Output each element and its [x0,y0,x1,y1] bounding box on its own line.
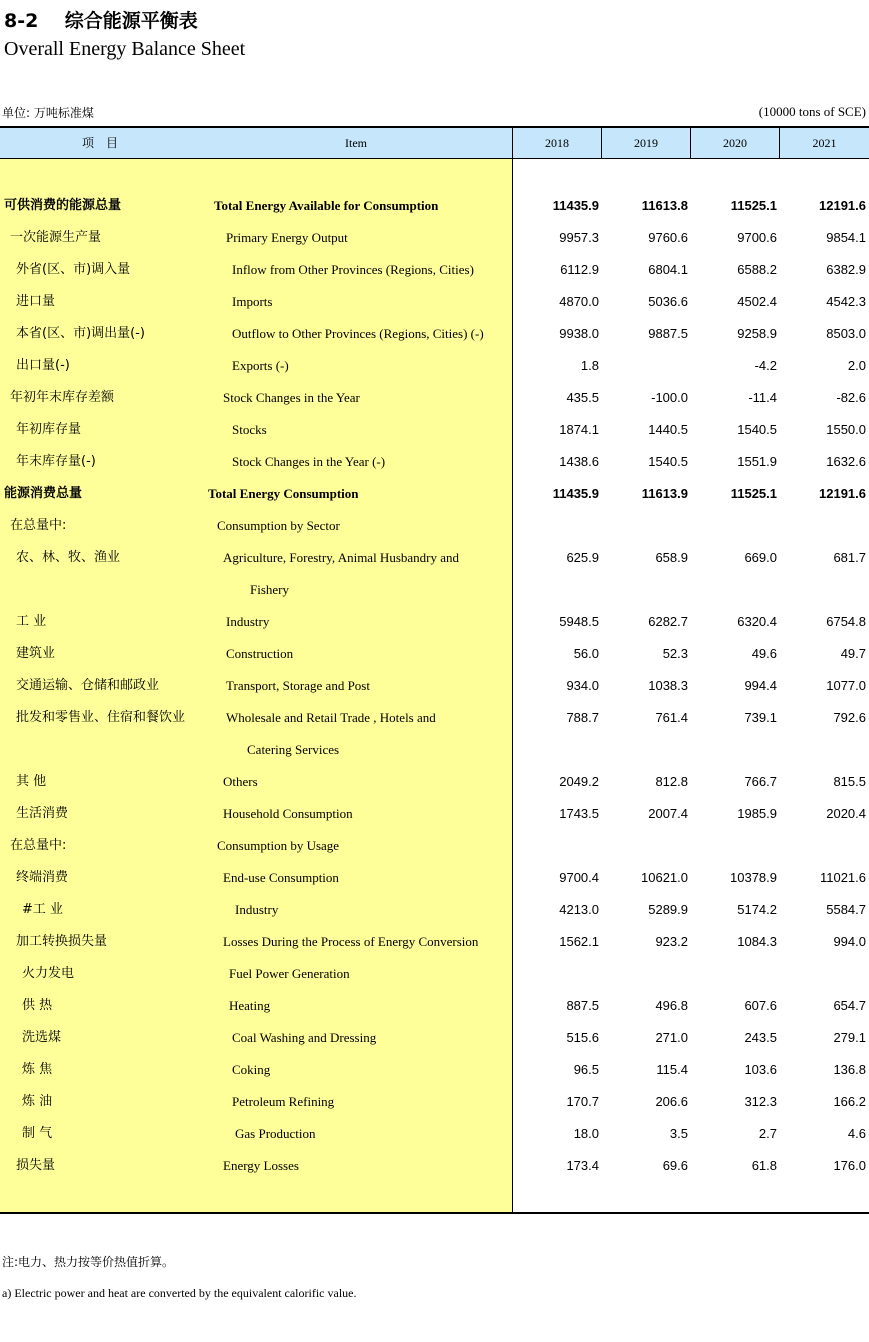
value-2018: 9700.4 [559,870,599,885]
value-2018: 1874.1 [559,422,599,437]
row-label-en: Fishery [250,582,289,597]
row-label-en: Energy Losses [223,1158,299,1173]
page-title-en: Overall Energy Balance Sheet [4,38,246,60]
row-label-en: Construction [226,646,294,661]
value-2018: 1.8 [580,358,599,373]
value-2019: 9887.5 [648,326,688,341]
row-label-zh: 终端消费 [16,870,69,885]
table-row [0,862,869,894]
value-2019: 6804.1 [648,262,688,277]
value-2021: 815.5 [833,774,866,789]
row-label-zh: 加工转换损失量 [16,934,108,949]
table-row [0,1054,869,1086]
table-header [0,128,869,159]
value-2020: 739.1 [744,710,777,725]
value-2018: 173.4 [566,1158,599,1173]
table-row [0,286,869,318]
value-2020: 312.3 [744,1094,777,1109]
value-2021: 6754.8 [826,614,866,629]
row-label-zh: #工 业 [22,902,64,917]
row-label-en: Fuel Power Generation [229,966,350,981]
table-row [0,382,869,414]
table-row [0,318,869,350]
table-row [0,542,869,574]
row-label-zh: 农、林、牧、渔业 [16,550,121,565]
value-2018: 96.5 [573,1062,599,1077]
row-label-en: Imports [232,294,273,309]
row-label-zh: 建筑业 [16,646,56,661]
value-2018: 11435.9 [552,198,599,213]
row-label-en: Outflow to Other Provinces (Regions, Cities) (-) [232,326,484,341]
row-label-en: Industry [235,902,279,917]
table-row [0,1150,869,1182]
value-2018: 5948.5 [559,614,599,629]
unit-label-en: (10000 tons of SCE) [758,104,866,119]
row-label-zh: 年初库存量 [16,422,82,437]
value-2021: 12191.6 [819,486,866,501]
value-2020: 243.5 [744,1030,777,1045]
table-row [0,254,869,286]
value-2019: 115.4 [656,1062,688,1077]
value-2019: 1540.5 [648,454,688,469]
table-row [0,734,869,766]
value-2018: 4213.0 [559,902,599,917]
value-2021: 9854.1 [826,230,866,245]
row-label-en: Inflow from Other Provinces (Regions, Cities) [232,262,474,277]
footnote-en: a) Electric power and heat are converted by the equivalent calorific value. [2,1286,357,1300]
value-2020: 1551.9 [737,454,777,469]
value-2021: 2020.4 [826,806,866,821]
value-2019: 6282.7 [648,614,688,629]
row-label-zh: 年初年末库存差额 [10,390,115,405]
row-label-en: Household Consumption [223,806,353,821]
row-label-zh: 本省(区、市)调出量(-) [16,326,145,341]
value-2018: 788.7 [566,710,599,725]
row-label-zh: 供 热 [22,998,53,1013]
value-2020: -11.4 [748,390,777,405]
row-label-zh: 火力发电 [22,966,75,981]
table-row [0,830,869,862]
page-title-zh [4,6,198,33]
table-row [0,414,869,446]
row-label-en: Stock Changes in the Year [223,390,360,405]
value-2020: 49.6 [751,646,777,661]
table-row [0,766,869,798]
value-2020: 5174.2 [737,902,777,917]
row-label-en: Losses During the Process of Energy Conversion [223,934,479,949]
value-2019: 11613.9 [641,486,688,501]
value-2018: 1562.1 [559,934,599,949]
header-item-zh: 项 目 [81,136,118,150]
value-2018: 18.0 [573,1126,599,1141]
table-row [0,606,869,638]
value-2019: 5036.6 [648,294,688,309]
value-2020: 1084.3 [737,934,777,949]
table-bottom-rule [0,1212,869,1214]
row-label-en: Transport, Storage and Post [226,678,370,693]
value-2019: 206.6 [655,1094,688,1109]
row-label-zh: 年末库存量(-) [16,454,96,469]
value-2018: 934.0 [566,678,599,693]
value-2021: 2.0 [847,358,866,373]
value-2018: 1743.5 [559,806,599,821]
value-2020: 9258.9 [737,326,777,341]
value-2021: 1077.0 [826,678,866,693]
header-year-2021: 2021 [812,136,837,150]
value-2018: 2049.2 [559,774,599,789]
value-2020: -4.2 [754,358,777,373]
table-row [0,1086,869,1118]
table-row [0,926,869,958]
value-2020: 4502.4 [737,294,777,309]
row-label-zh: 批发和零售业、住宿和餐饮业 [16,710,186,725]
table-row [0,894,869,926]
row-label-en: Primary Energy Output [226,230,348,245]
value-2019: 5289.9 [648,902,688,917]
value-2021: 994.0 [833,934,866,949]
value-2021: 176.0 [833,1158,866,1173]
value-2019: 2007.4 [648,806,688,821]
row-label-en: Coal Washing and Dressing [232,1030,377,1045]
row-label-en: Heating [229,998,271,1013]
value-2018: 435.5 [566,390,599,405]
row-label-en: Others [223,774,258,789]
value-2020: 2.7 [758,1126,777,1141]
value-2020: 61.8 [751,1158,777,1173]
value-2021: 279.1 [833,1030,866,1045]
row-label-zh: 炼 油 [22,1094,53,1109]
value-2020: 103.6 [744,1062,777,1077]
row-label-zh: 出口量(-) [16,358,70,373]
value-2019: 1038.3 [648,678,688,693]
table-row [0,350,869,382]
value-2018: 625.9 [566,550,599,565]
value-2020: 10378.9 [730,870,777,885]
value-2019: 658.9 [655,550,688,565]
value-2020: 9700.6 [737,230,777,245]
row-label-en: Total Energy Available for Consumption [214,198,439,213]
value-2020: 1540.5 [737,422,777,437]
value-2018: 9957.3 [559,230,599,245]
row-label-en: Consumption by Usage [217,838,340,853]
row-label-en: Coking [232,1062,271,1077]
value-2018: 170.7 [566,1094,599,1109]
value-2018: 9938.0 [559,326,599,341]
value-2020: 669.0 [744,550,777,565]
footnote-zh: 注:电力、热力按等价热值折算。 [2,1255,175,1269]
table-row [0,478,869,510]
row-label-zh: 能源消费总量 [4,486,83,501]
value-2019: 812.8 [655,774,688,789]
value-2021: 792.6 [833,710,866,725]
value-2021: 4542.3 [826,294,866,309]
table-row [0,702,869,734]
row-label-zh: 在总量中: [10,838,67,853]
value-2021: -82.6 [836,390,866,405]
table-row [0,958,869,990]
row-label-zh: 进口量 [16,294,56,309]
value-2021: 1550.0 [826,422,866,437]
row-label-en: Catering Services [247,742,340,757]
value-2019: 52.3 [662,646,688,661]
table-row [0,638,869,670]
table-row [0,1118,869,1150]
value-2018: 56.0 [573,646,599,661]
row-label-zh: 制 气 [22,1126,53,1141]
value-2020: 607.6 [744,998,777,1013]
value-2020: 6320.4 [737,614,777,629]
value-2018: 1438.6 [559,454,599,469]
header-year-2020: 2020 [723,136,747,150]
value-2021: 654.7 [833,998,866,1013]
table-row [0,190,869,222]
header-year-2019: 2019 [634,136,658,150]
table-row [0,1022,869,1054]
row-label-zh: 在总量中: [10,518,67,533]
table-row [0,446,869,478]
value-2020: 11525.1 [730,198,777,213]
table-row [0,574,869,606]
row-label-en: Total Energy Consumption [208,486,359,501]
row-label-en: Industry [226,614,270,629]
row-label-zh: 可供消费的能源总量 [4,198,122,213]
row-label-zh: 外省(区、市)调入量 [16,262,131,277]
table-row [0,670,869,702]
row-label-zh: 生活消费 [16,806,69,821]
value-2021: 136.8 [833,1062,866,1077]
value-2020: 1985.9 [737,806,777,821]
title-zh-text: 综合能源平衡表 [64,10,198,32]
row-label-en: Consumption by Sector [217,518,340,533]
value-2018: 4870.0 [559,294,599,309]
value-2018: 6112.9 [560,262,599,277]
row-label-en: Petroleum Refining [232,1094,335,1109]
table-row [0,990,869,1022]
header-item-en: Item [345,136,367,150]
table-number: 8-2 [4,10,39,32]
value-2021: 6382.9 [826,262,866,277]
header-year-2018: 2018 [545,136,569,150]
row-label-en: Stock Changes in the Year (-) [232,454,386,469]
value-2021: 12191.6 [819,198,866,213]
value-2019: 271.0 [655,1030,688,1045]
value-2020: 766.7 [744,774,777,789]
table-row [0,510,869,542]
row-label-zh: 工 业 [16,614,47,629]
value-2021: 1632.6 [826,454,866,469]
value-2019: 1440.5 [648,422,688,437]
value-2019: 10621.0 [641,870,688,885]
row-label-zh: 一次能源生产量 [10,230,102,245]
value-2021: 681.7 [833,550,866,565]
value-2021: 49.7 [840,646,866,661]
row-label-zh: 其 他 [16,774,47,789]
value-2020: 994.4 [744,678,777,693]
row-label-en: Stocks [232,422,267,437]
table-row [0,798,869,830]
value-2020: 11525.1 [730,486,777,501]
row-label-en: Exports (-) [232,358,289,373]
row-label-zh: 损失量 [16,1158,56,1173]
value-2019: 9760.6 [648,230,688,245]
row-label-en: Agriculture, Forestry, Animal Husbandry and [223,550,459,565]
value-2021: 8503.0 [826,326,866,341]
value-2019: 3.5 [669,1126,688,1141]
value-2021: 4.6 [847,1126,866,1141]
row-label-en: Gas Production [235,1126,316,1141]
table-row [0,222,869,254]
value-2021: 166.2 [833,1094,866,1109]
value-2019: 11613.8 [641,198,688,213]
value-2021: 11021.6 [819,870,866,885]
value-2018: 515.6 [566,1030,599,1045]
value-2019: 69.6 [662,1158,688,1173]
value-2019: 761.4 [655,710,688,725]
row-label-en: Wholesale and Retail Trade , Hotels and [226,710,436,725]
row-label-en: End-use Consumption [223,870,339,885]
row-label-zh: 炼 焦 [22,1062,53,1077]
value-2018: 887.5 [566,998,599,1013]
value-2021: 5584.7 [826,902,866,917]
row-label-zh: 洗选煤 [22,1030,62,1045]
row-label-zh: 交通运输、仓储和邮政业 [16,678,160,693]
value-2019: 923.2 [655,934,688,949]
value-2019: -100.0 [651,390,688,405]
value-2018: 11435.9 [552,486,599,501]
unit-label-zh: 单位: 万吨标准煤 [2,106,94,120]
value-2019: 496.8 [655,998,688,1013]
value-2020: 6588.2 [737,262,777,277]
